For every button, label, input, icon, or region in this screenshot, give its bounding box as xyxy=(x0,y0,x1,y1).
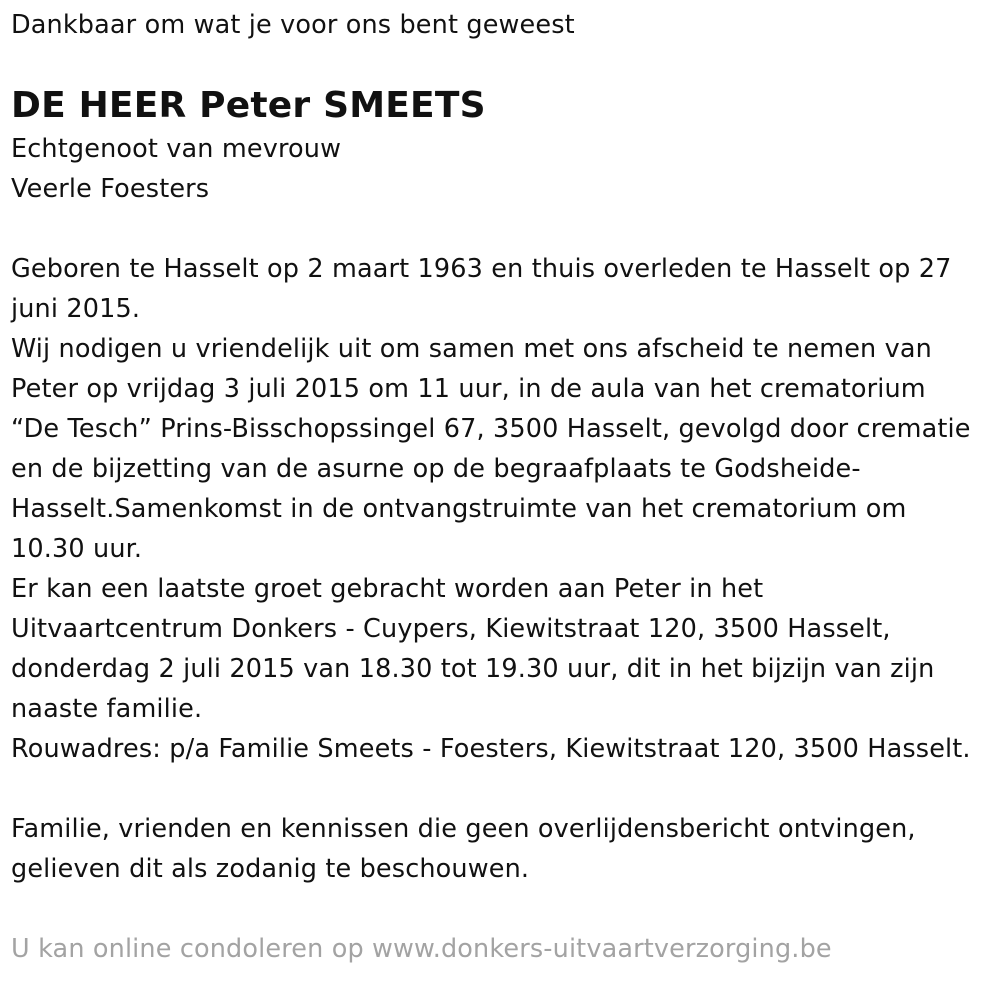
mourning-address: Rouwadres: p/a Familie Smeets - Foesters, Kiewitstraat 120, 3500 Hasselt. xyxy=(11,734,971,764)
spouse-block xyxy=(11,129,996,209)
spacer xyxy=(11,769,996,809)
closing-block xyxy=(11,809,996,889)
body-line: Er kan een laatste groet gebracht worden aan Peter in het xyxy=(11,574,764,604)
body-line: juni 2015. xyxy=(11,294,141,324)
body-line: Wij nodigen u vriendelijk uit om samen met ons afscheid te nemen van xyxy=(11,334,932,364)
body-line: naaste familie. xyxy=(11,694,203,724)
spacer xyxy=(11,889,996,929)
spouse-line-2: Veerle Foesters xyxy=(11,174,210,204)
body-line: donderdag 2 juli 2015 van 18.30 tot 19.30 uur, dit in het bijzijn van zijn xyxy=(11,654,935,684)
body-line: Geboren te Hasselt op 2 maart 1963 en thuis overleden te Hasselt op 27 xyxy=(11,254,952,284)
body-line: en de bijzetting van de asurne op de begraafplaats te Godsheide- xyxy=(11,454,861,484)
intro-line: Dankbaar om wat je voor ons bent geweest xyxy=(11,10,575,40)
notice-body xyxy=(11,249,996,769)
death-notice xyxy=(11,0,996,969)
spouse-line-1: Echtgenoot van mevrouw xyxy=(11,134,342,164)
body-line: Hasselt.Samenkomst in de ontvangstruimte van het crematorium om xyxy=(11,494,907,524)
deceased-name: DE HEER Peter SMEETS xyxy=(11,85,486,126)
body-line: 10.30 uur. xyxy=(11,534,143,564)
body-line: “De Tesch” Prins-Bisschopssingel 67, 3500 Hasselt, gevolgd door crematie xyxy=(11,414,971,444)
spacer xyxy=(11,209,996,249)
body-line: Uitvaartcentrum Donkers - Cuypers, Kiewitstraat 120, 3500 Hasselt, xyxy=(11,614,891,644)
closing-line-1: Familie, vrienden en kennissen die geen overlijdensbericht ontvingen, xyxy=(11,814,916,844)
body-line: Peter op vrijdag 3 juli 2015 om 11 uur, in de aula van het crematorium xyxy=(11,374,926,404)
condolence-footer: U kan online condoleren op www.donkers-uitvaartverzorging.be xyxy=(11,934,832,964)
closing-line-2: gelieven dit als zodanig te beschouwen. xyxy=(11,854,530,884)
